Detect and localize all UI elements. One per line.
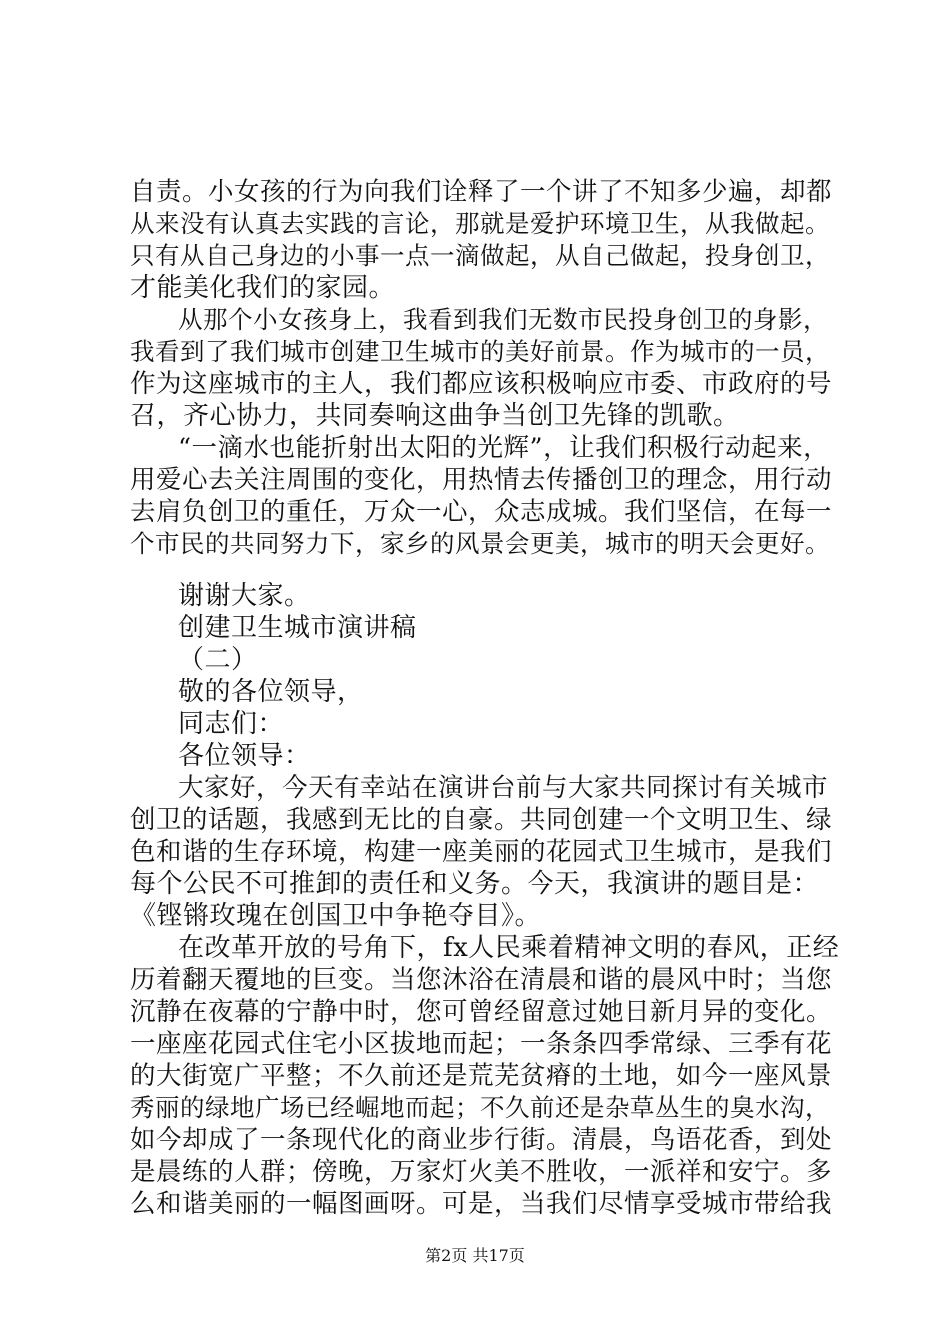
text-line: 从来没有认真去实践的言论，那就是爱护环境卫生，从我做起。 [130,209,830,238]
salutation-line: 敬的各位领导， [178,677,364,707]
text-line: 的大街宽广平整；不久前还是荒芜贫瘠的土地，如今一座风景 [130,1061,833,1091]
text-line: 作为这座城市的主人，我们都应该积极响应市委、市政府的号 [130,369,833,399]
text-line: 从那个小女孩身上，我看到我们无数市民投身创卫的身影， [178,305,828,334]
text-line: 一座座花园式住宅小区拔地而起；一条条四季常绿、三季有花 [130,1029,833,1059]
text-line: 创卫的话题，我感到无比的自豪。共同创建一个文明卫生、绿 [130,805,833,835]
text-line: 自责。小女孩的行为向我们诠释了一个讲了不知多少遍，却都 [130,177,833,207]
text-line: 如今却成了一条现代化的商业步行街。清晨，鸟语花香，到处 [130,1125,833,1155]
text-line: 色和谐的生存环境，构建一座美丽的花园式卫生城市，是我们 [130,837,833,867]
text-line: 么和谐美丽的一幅图画呀。可是，当我们尽情享受城市带给我 [130,1189,833,1219]
salutation-line: 各位领导： [178,741,311,771]
text-line: 大家好，今天有幸站在演讲台前与大家共同探讨有关城市 [178,773,829,803]
text-line: 是晨练的人群；傍晚，万家灯火美不胜收，一派祥和安宁。多 [130,1157,833,1187]
text-line: 秀丽的绿地广场已经崛地而起；不久前还是杂草丛生的臭水沟， [130,1093,830,1122]
text-line: 用爱心去关注周围的变化，用热情去传播创卫的理念，用行动 [130,465,833,495]
text-line: 只有从自己身边的小事一点一滴做起，从自己做起，投身创卫， [130,241,830,270]
text-line: 去肩负创卫的重任，万众一心，众志成城。我们坚信，在每一 [130,497,833,527]
closing-line: 谢谢大家。 [178,581,311,611]
text-line: 才能美化我们的家园。 [130,273,396,303]
text-line: 在改革开放的号角下，fx人民乘着精神文明的春风，正经 [178,933,840,963]
salutation-line: 同志们： [178,709,285,739]
text-line: 每个公民不可推卸的责任和义务。今天，我演讲的题目是： [130,869,820,899]
text-line: “一滴水也能折射出太阳的光辉”，让我们积极行动起来， [178,433,830,463]
section-number: （二） [178,645,258,675]
page-footer: 第2页 共17页 [425,1246,525,1265]
text-line: 历着翻天覆地的巨变。当您沐浴在清晨和谐的晨风中时；当您 [130,965,833,995]
text-line: 沉静在夜幕的宁静中时，您可曾经留意过她日新月异的变化。 [130,997,833,1027]
text-line: 《铿锵玫瑰在创国卫中争艳夺目》。 [130,901,542,931]
text-line: 召，齐心协力，共同奏响这曲争当创卫先锋的凯歌。 [130,401,740,431]
section-title: 创建卫生城市演讲稿 [178,613,417,643]
text-line: 我看到了我们城市创建卫生城市的美好前景。作为城市的一员， [130,337,830,366]
text-line: 个市民的共同努力下，家乡的风景会更美，城市的明天会更好。 [130,529,830,558]
